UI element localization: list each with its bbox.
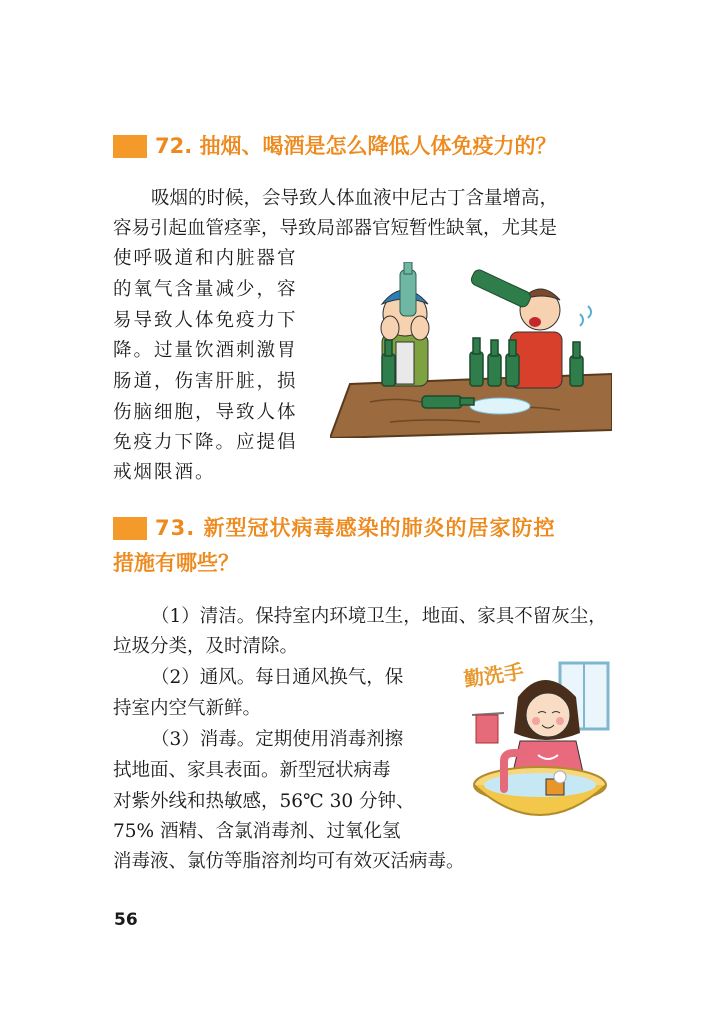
paragraph-line: 吸烟的时候，会导致人体血液中尼古丁含量增高， — [151, 188, 559, 209]
paragraph-line: 的氧气含量减少，容 — [113, 279, 298, 300]
paragraph-line: 易导致人体免疫力下 — [113, 310, 298, 331]
paragraph-line: 使呼吸道和内脏器官 — [113, 248, 298, 269]
page-number: 56 — [114, 910, 138, 930]
paragraph-line: 持室内空气新鲜。 — [113, 698, 262, 719]
heading-marker-bar — [113, 517, 147, 540]
paragraph-line: 免疫力下降。应提倡 — [113, 432, 298, 453]
paragraph-line: 75% 酒精、含氯消毒剂、过氧化氢 — [113, 821, 401, 842]
paragraph-line: 肠道，伤害肝脏，损 — [113, 371, 298, 392]
paragraph-line: （3）消毒。定期使用消毒剂擦 — [151, 729, 404, 750]
section-73-title: 73. 新型冠状病毒感染的肺炎的居家防控 — [155, 516, 556, 540]
paragraph-line: 对紫外线和热敏感，56℃ 30 分钟、 — [113, 791, 415, 812]
handwashing-caption: 勤洗手 — [462, 659, 526, 692]
section-73-heading — [113, 514, 556, 542]
paragraph-line: （1）清洁。保持室内环境卫生，地面、家具不留灰尘， — [151, 606, 607, 627]
section-72-heading — [113, 132, 557, 160]
section-72-title: 72. 抽烟、喝酒是怎么降低人体免疫力的？ — [155, 134, 557, 158]
paragraph-line: 消毒液、氯仿等脂溶剂均可有效灭活病毒。 — [113, 851, 465, 872]
paragraph-line: （2）通风。每日通风换气，保 — [151, 667, 404, 688]
handwashing-illustration — [460, 657, 612, 837]
section-73-title-continued: 措施有哪些？ — [113, 551, 239, 575]
paragraph-line: 垃圾分类，及时清除。 — [113, 636, 299, 657]
paragraph-line: 伤脑细胞，导致人体 — [113, 402, 298, 423]
paragraph-line: 戒烟限酒。 — [113, 462, 216, 483]
drinking-illustration — [330, 262, 612, 438]
heading-marker-bar — [113, 135, 147, 158]
paragraph-line: 拭地面、家具表面。新型冠状病毒 — [113, 760, 391, 781]
paragraph-line: 降。过量饮酒刺激胃 — [113, 340, 298, 361]
paragraph-line: 容易引起血管痉挛，导致局部器官短暂性缺氧，尤其是 — [113, 218, 558, 239]
